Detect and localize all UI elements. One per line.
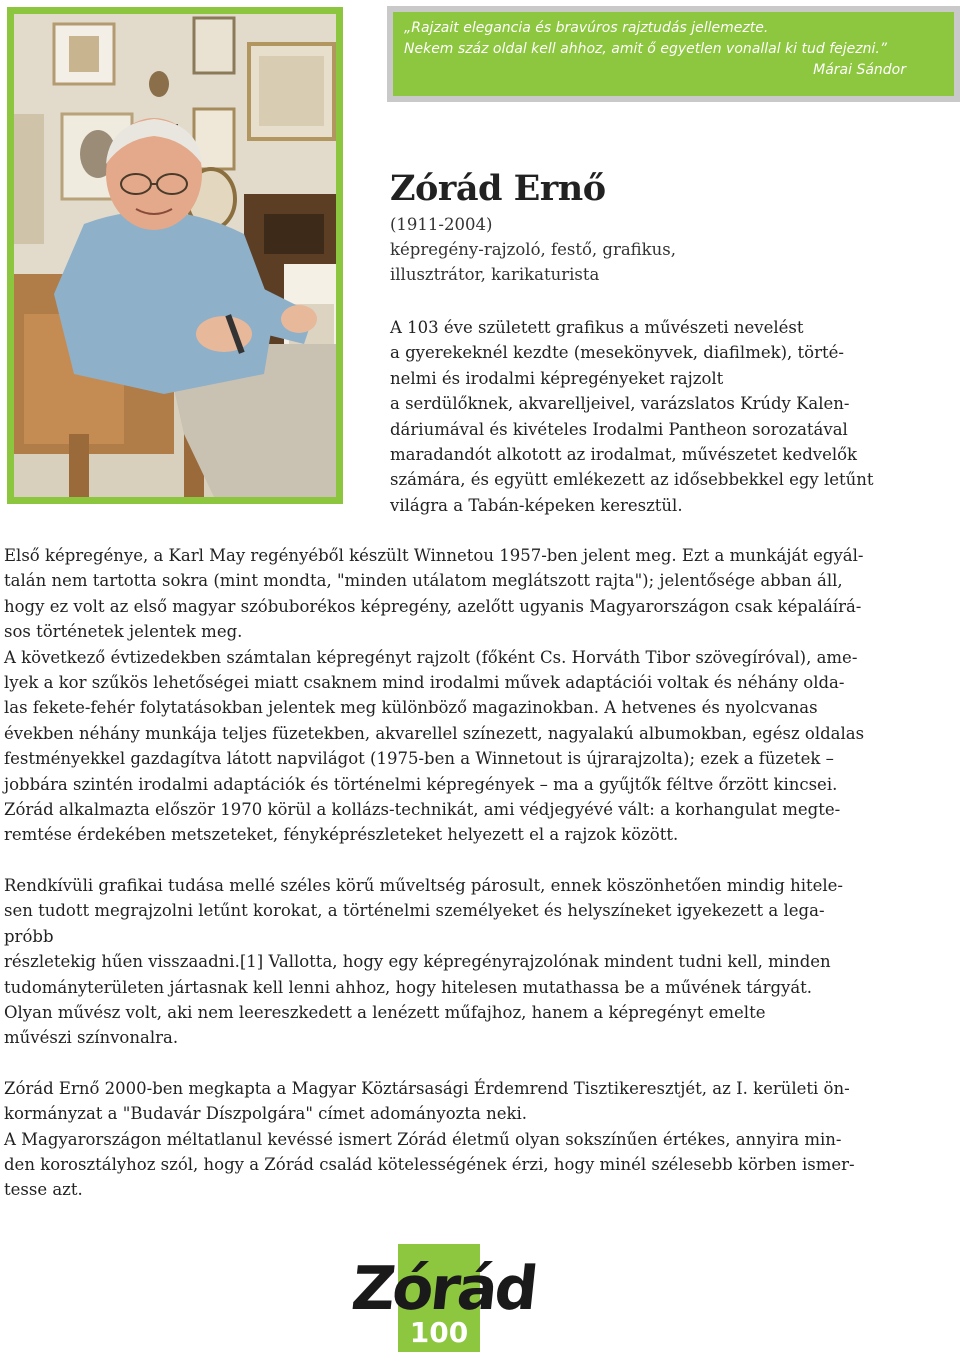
body-line: remtése érdekében metszeteket, fényképrészleteket helyezett el a rajzok között. — [4, 825, 679, 845]
body-line: próbb — [4, 926, 54, 946]
body-line: Első képregénye, a Karl May regényéből készült Winnetou 1957-ben jelent meg. Ezt a munkáját egyál- — [4, 546, 864, 565]
intro-line: világra a Tabán-képeken keresztül. — [390, 495, 683, 515]
quote-line-2: Nekem száz oldal kell ahhoz, amit ő egyetlen vonallal ki tud fejezni.” — [404, 41, 888, 57]
photo-frame — [7, 7, 343, 504]
body-text — [4, 543, 956, 1203]
quote-author: Márai Sándor — [813, 62, 906, 78]
paragraph-gap — [4, 1051, 956, 1076]
intro-line: a serdülőknek, akvarelljeivel, varázslatos Krúdy Kalen- — [390, 394, 850, 414]
body-line: hogy ez volt az első magyar szóbuborékos képregény, azelőtt ugyanis Magyarországon csak képaláírá- — [4, 596, 862, 616]
subtitle-block — [390, 212, 676, 287]
body-line: években néhány munkája teljes füzetekben, akvarellel színezett, nagyalakú albumokban, egész oldalas — [4, 723, 865, 743]
intro-line: maradandót alkotott az irodalmat, művészetet kedvelők — [390, 445, 858, 465]
body-line: jobbára szintén irodalmi adaptációk és történelmi képregények – ma a gyűjtők féltve őrzött kincsei. — [4, 774, 838, 794]
paragraph-honours — [4, 1076, 956, 1203]
quote-panel — [393, 12, 954, 96]
body-line: lyek a kor szűkös lehetőségei miatt csaknem mind irodalmi művek adaptációi voltak és néhány olda- — [4, 673, 845, 693]
body-line: tudományterületen jártasnak kell lenni ahhoz, hogy hitelesen mutathassa be a művének tárgyát. — [4, 977, 813, 997]
paragraph-gap — [4, 848, 956, 873]
body-line: részletekig hűen visszaadni.[1] Vallotta, hogy egy képregényrajzolónak mindent tudni kell, minden — [4, 952, 831, 972]
intro-line: A 103 éve született grafikus a művészeti nevelést — [390, 318, 804, 337]
body-line: den korosztályhoz szól, hogy a Zórád család kötelességének érzi, hogy minél szélesebb körben ismer- — [4, 1154, 855, 1174]
roles-line-1: képregény-rajzoló, festő, grafikus, — [390, 240, 677, 259]
body-line: A Magyarországon méltatlanul kevéssé ismert Zórád életmű olyan sokszínűen értékes, annyira min- — [4, 1129, 842, 1149]
body-line: Zórád alkalmazta először 1970 körül a kollázs-technikát, ami védjegyévé vált: a korhangulat megte- — [4, 800, 841, 820]
body-line: las fekete-fehér folytatásokban jelentek meg különböző magazinokban. A hetvenes és nyolcvanas — [4, 698, 818, 718]
logo-number: 100 — [409, 1316, 469, 1349]
roles-line-2: illusztrátor, karikaturista — [390, 265, 600, 284]
body-line: művészi színvonalra. — [4, 1028, 179, 1048]
quote-line-1: „Rajzait elegancia és bravúros rajztudás jellemezte. — [404, 20, 769, 36]
body-line: sen tudott megrajzolni letűnt korokat, a történelmi személyeket és helyszíneket igyekezett a lega- — [4, 901, 825, 921]
intro-line: nelmi és irodalmi képregényeket rajzolt — [390, 368, 724, 388]
quote-box — [387, 6, 960, 102]
body-line: sos történetek jelentek meg. — [4, 622, 243, 642]
intro-paragraph — [390, 315, 955, 518]
page-title: Zórád Ernő — [390, 168, 606, 209]
body-line: Rendkívüli grafikai tudása mellé széles körű műveltség párosult, ennek köszönhetően mindig hitele- — [4, 875, 844, 895]
body-line: kormányzat a "Budavár Díszpolgára" címet adományozta neki. — [4, 1104, 527, 1124]
intro-line: a gyerekeknél kezdte (mesekönyvek, diafilmek), törté- — [390, 343, 844, 363]
body-line: tesse azt. — [4, 1180, 83, 1200]
intro-line: számára, és együtt emlékezett az idősebbekkel egy letűnt — [390, 470, 874, 490]
body-line: A következő évtizedekben számtalan képregényt rajzolt (főként Cs. Horváth Tibor szövegíróval), ame- — [4, 647, 858, 667]
body-line: Olyan művész volt, aki nem leereszkedett a lenézett műfajhoz, hanem a képregényt emelte — [4, 1002, 766, 1022]
body-line: talán nem tartotta sokra (mint mondta, "minden utálatom meglátszott rajta"); jelentősége abban áll, — [4, 571, 843, 591]
life-years: (1911-2004) — [390, 215, 493, 234]
logo-word: Zórád — [348, 1254, 539, 1324]
zorad-100-logo — [348, 1244, 539, 1352]
portrait-photo — [14, 14, 336, 497]
intro-line: dáriumával és kivételes Irodalmi Pantheon sorozatával — [390, 419, 848, 439]
paragraph-comics-career — [4, 543, 956, 848]
paragraph-graphic-skill — [4, 873, 956, 1051]
body-line: Zórád Ernő 2000-ben megkapta a Magyar Köztársasági Érdemrend Tisztikeresztjét, az I. kerületi ön- — [4, 1078, 850, 1098]
body-line: festményekkel gazdagítva látott napvilágot (1975-ben a Winnetout is újrarajzolta); ezek a füzetek – — [4, 749, 834, 769]
